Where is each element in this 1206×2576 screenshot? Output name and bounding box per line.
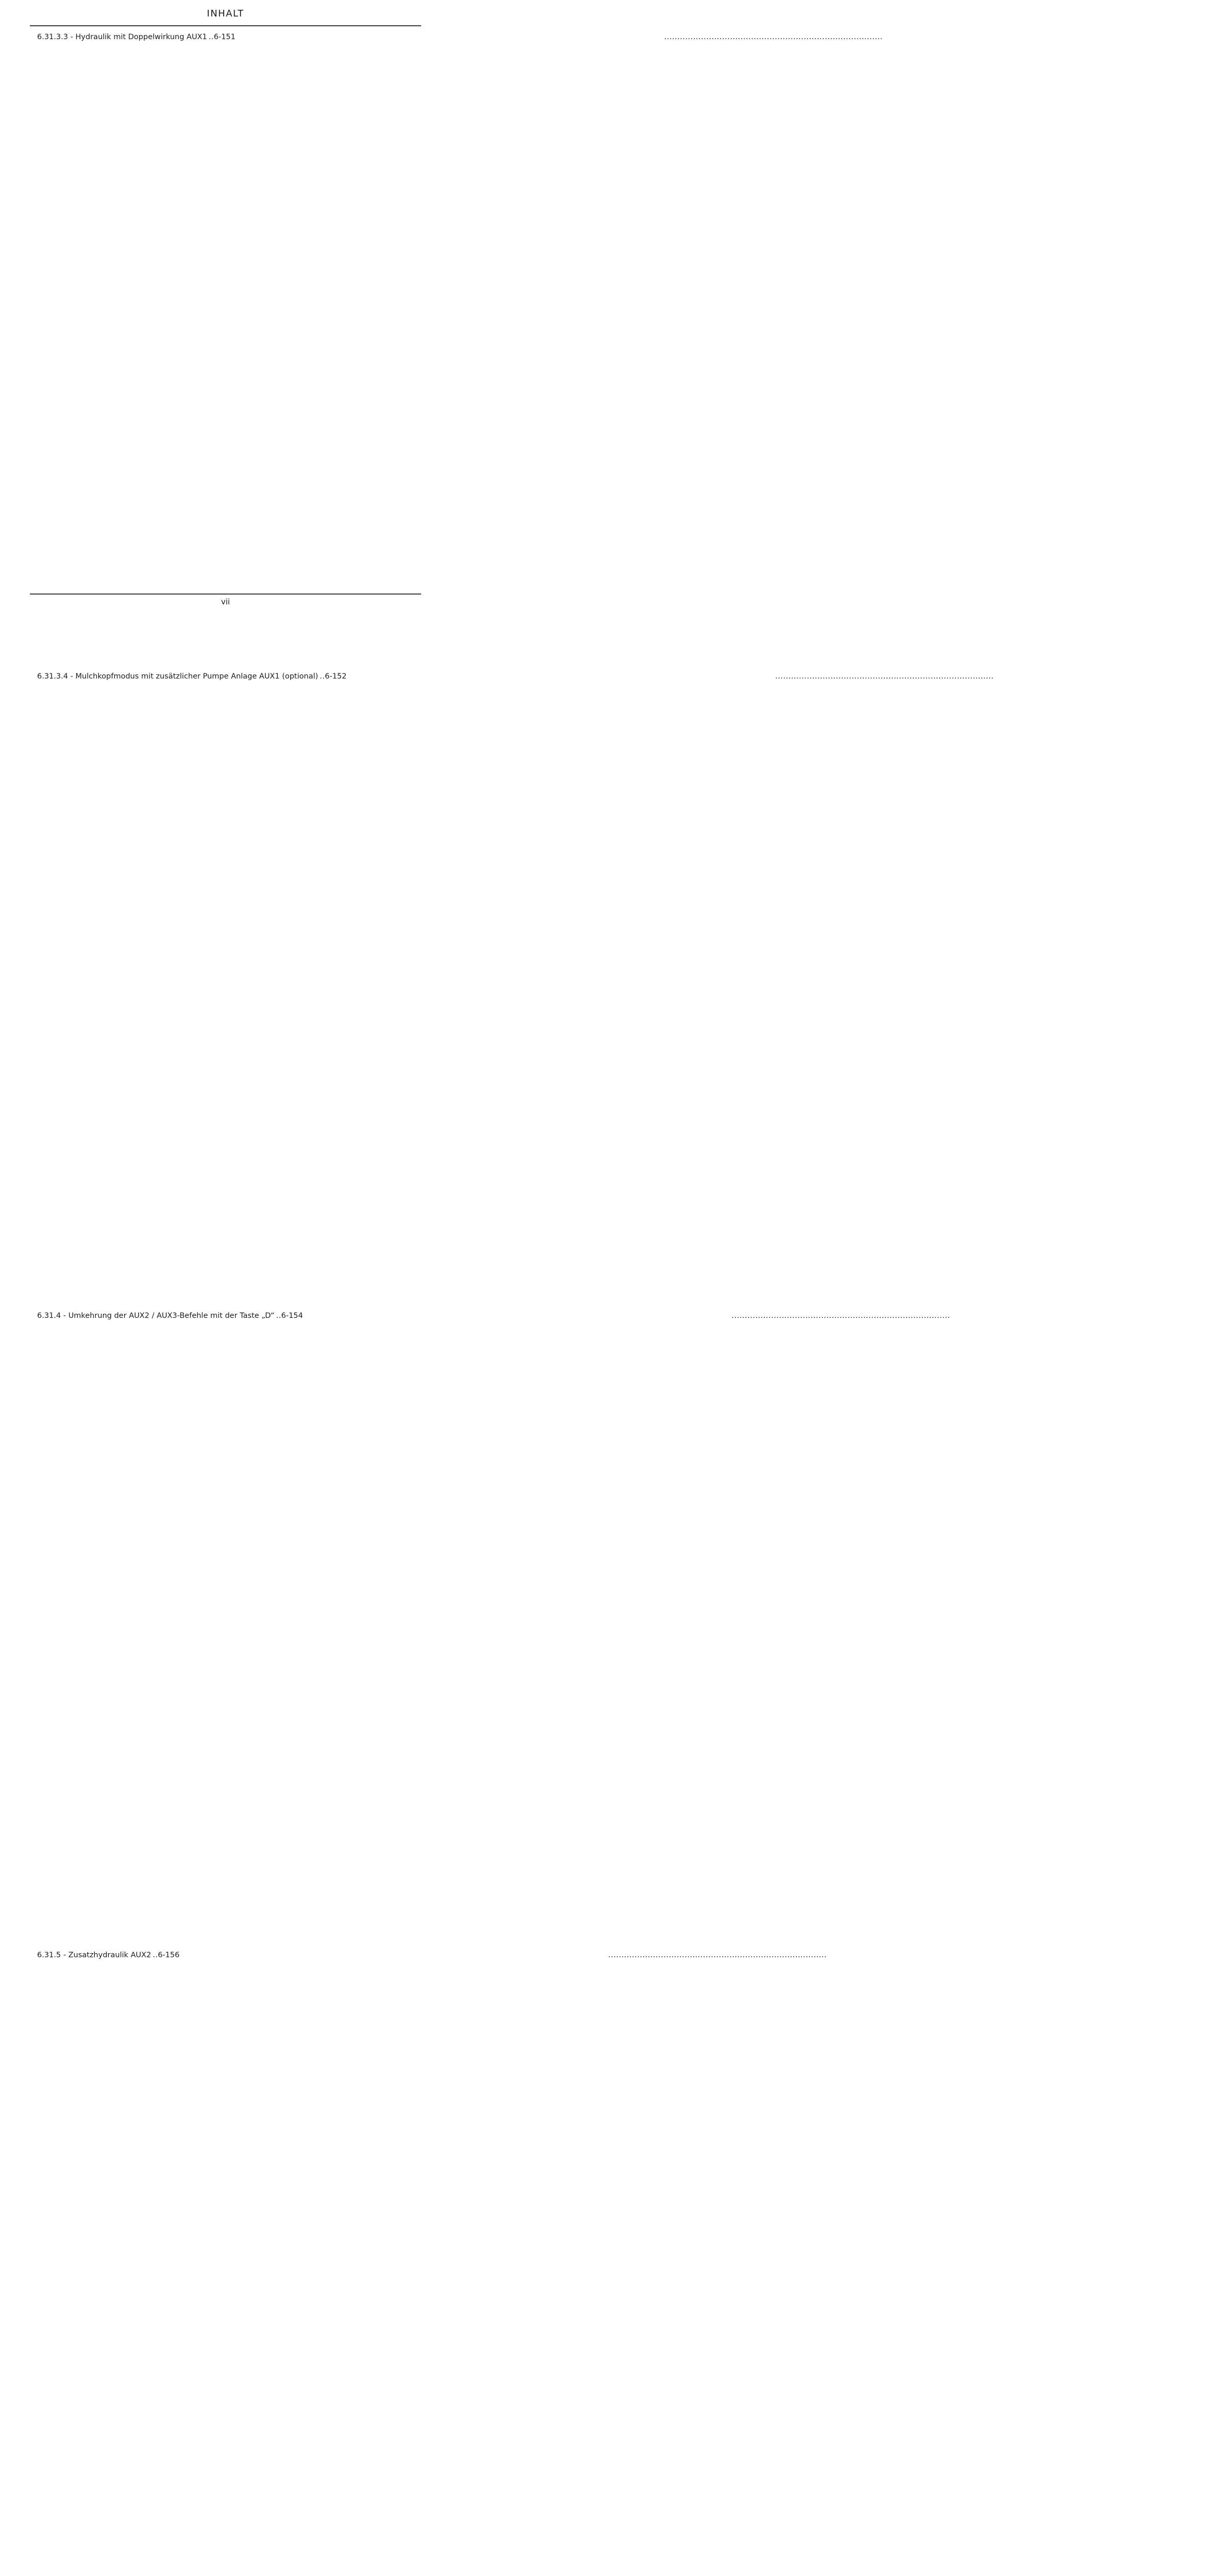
- dot-leader: [320, 671, 324, 683]
- toc-entry-row[interactable]: [30, 671, 421, 1311]
- toc-entry-label: 6.31.5 - Zusatzhydraulik AUX2: [37, 1951, 152, 1959]
- toc-entry-label: 6.31.4 - Umkehrung der AUX2 / AUX3-Befehle mit der Taste „D“: [37, 1312, 275, 1320]
- toc-entry-label: 6.31.3.4 - Mulchkopfmodus mit zusätzlicher Pumpe Anlage AUX1 (optional): [37, 672, 319, 681]
- toc-entry-label: 6.31.3.3 - Hydraulik mit Doppelwirkung AUX1: [37, 33, 207, 41]
- toc-entry-page: 6-154: [281, 1311, 732, 1950]
- dot-leader: [276, 1311, 280, 1322]
- toc-entry-page: 6-156: [158, 1950, 609, 2576]
- toc-entry-page: 6-151: [214, 32, 665, 671]
- manual-toc-page: [0, 0, 451, 1959]
- dot-leader: [209, 32, 213, 43]
- toc-entry-row[interactable]: [30, 1311, 421, 1950]
- toc-entry-row[interactable]: [30, 1950, 421, 2576]
- page-header: [0, 0, 451, 19]
- toc-entry-page: 6-152: [325, 671, 776, 1311]
- page-title: INHALT: [207, 8, 244, 19]
- toc-entry-row[interactable]: [30, 32, 421, 671]
- toc-list: [30, 32, 421, 2576]
- header-divider: [30, 25, 421, 26]
- footer-page-number: vii: [221, 597, 230, 606]
- page-footer: [30, 594, 421, 606]
- dot-leader: [153, 1950, 157, 1961]
